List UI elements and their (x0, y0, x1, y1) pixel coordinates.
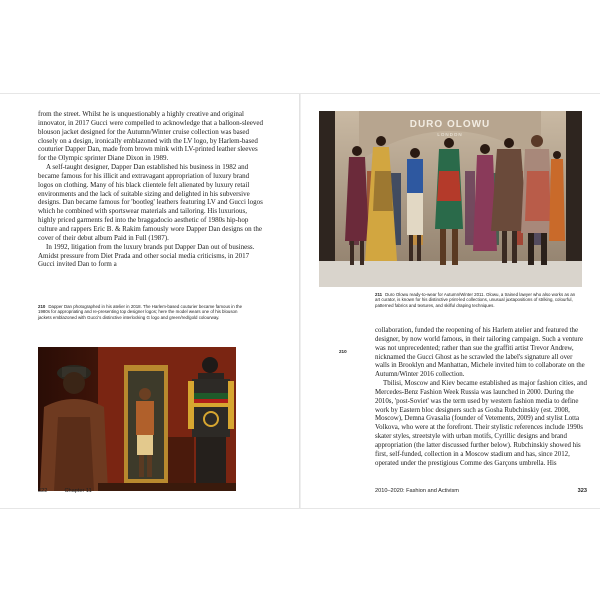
left-body-text (38, 110, 266, 269)
right-paragraph-1: collaboration, funded the reopening of his Harlem atelier and featured the designer, by now world famous, in their tailoring campaign. Such a venture was not unprecedented; rather than sue the graffiti artist Trevor Andrew, nicknamed the Gucci Ghost as he scrawled the label's signature all over walls in Brooklyn and Manhattan, Michele invited him to collaborate on the Autumn/Winter 2016 collection. (375, 327, 585, 379)
right-page-number: 323 (577, 488, 587, 494)
caption-text: Dapper Dan photographed in his atelier in 2018. The Harlem-based couturier became famous in the 1980s for appropriating and re-presenting top designer logos; here the model wears one of his blouson jackets emblazoned with Gucci's distinctive interlocking G logo and green/red/gold colourway. (38, 304, 243, 320)
left-paragraph-3: In 1992, litigation from the luxury brands put Dapper Dan out of business. Amidst pressure from Diet Prada and other social media criticisms, in 2017 Gucci invited Dan to form a (38, 242, 255, 269)
runway-sign-text: DURO OLOWU (409, 119, 491, 130)
left-running-head: Chapter 11 (64, 488, 92, 494)
right-running-head: 2010–2020: Fashion and Activism (375, 488, 459, 494)
caption-text: Duro Olowu ready-to-wear for Autumn/Winter 2011. Olowu, a trained lawyer who also works as an art curator, is known for his distinctive print-led collections, unusual juxtapositions of striking, colourful, patterned fabrics and textures, and skilful draping techniques. (375, 292, 576, 308)
right-body-text (375, 327, 587, 469)
left-page-number: 322 (38, 488, 48, 494)
caption-number: 210 (38, 304, 46, 309)
left-page (0, 94, 299, 508)
atelier-photo (38, 347, 236, 491)
right-paragraph-2: Tbilisi, Moscow and Kiev became established as major fashion cities, and Mercedes-Benz Fashion Week Russia was launched in 2000. During the 2010s, 'post-Soviet' was the term used by western fashion media to define work by Eastern bloc designers such as Gosha Rubchinskiy (est. 2008, Moscow), Demna Gvasalia (founder of Vetements, 2009) and stylist Lotta Volkova, who were at the forefront. Their stylistic references include 1990s skater styles, streetstyle with urban motifs, Cyrillic designs and brand appropriation (the latter discussed further below). Rubchinskiy showed his first, self-funded, collection in a Moscow stadium and has, since 2012, operated under the prestigious Comme des Garçons umbrella. His (375, 380, 587, 467)
runway-sign-subtext: LONDON (437, 132, 463, 137)
left-paragraph-1: from the street. Whilst he is unquestionably a highly creative and original innovator, in 2017 Gucci were compelled to acknowledge that a balloon-sleeved blouson jacket designed for the Autumn/Winter cruise collection was based closely on a design, ironically emblazoned with the LV logo, by Harlem-based couturier Dapper Dan, made from brown mink with LV-printed leather sleeves for the Olympic sprinter Diane Dixon in 1989. (38, 110, 264, 163)
left-paragraph-2: A self-taught designer, Dapper Dan established his business in 1982 and became famous for his illicit and extravagant appropriation of luxury brand logos on clothing. Many of his black clientele felt alienated by luxury retail environments and the lack of suitable sizing and delighted in his subversive designs. Dan became famous for 'bootleg' leathers featuring LV and Gucci logos which he combined with sportswear materials and tailoring. His luxurious, highly priced garments fed into the braggadocio aesthetic of 1980s hip-hop culture and rappers Eric B. & Rakim famously wore Dapper Dan designs on the cover of their debut album Paid in Full (1987). (38, 163, 263, 242)
left-figure-caption (38, 304, 244, 320)
left-folio (38, 488, 92, 494)
runway-photo (319, 111, 582, 287)
figure-reference-number: 210 (339, 349, 347, 354)
right-folio (375, 488, 587, 494)
right-figure-caption (375, 292, 581, 308)
right-page (301, 94, 600, 508)
book-spread (0, 93, 600, 509)
caption-number: 211 (375, 292, 383, 297)
